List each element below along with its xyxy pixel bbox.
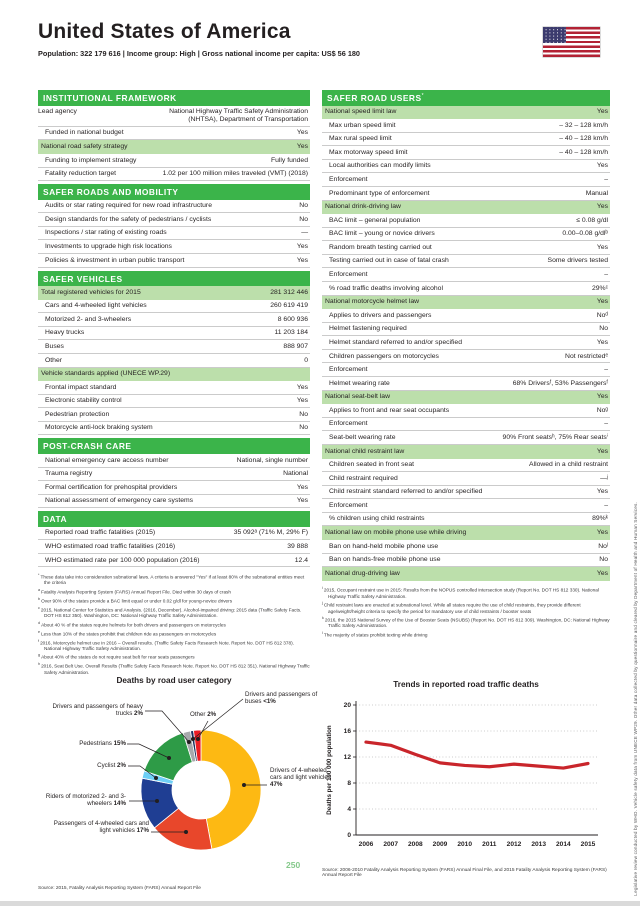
- footnote-marker: d: [38, 620, 42, 625]
- donut-label-text: Other: [190, 710, 208, 718]
- row-value: Yes: [596, 108, 608, 116]
- left-sections: [38, 90, 310, 567]
- row-value: 281 312 446: [270, 288, 308, 296]
- row-label: National speed limit law: [325, 108, 397, 116]
- row-value: Noᵍ: [596, 406, 608, 414]
- us-flag-icon: [543, 27, 600, 57]
- row-label: Buses: [45, 342, 64, 350]
- donut-label-passengers-of-4-wheeled-cars-and-light-vehicles: [52, 820, 149, 834]
- table-row: [322, 350, 610, 364]
- row-label: Funding to implement strategy: [45, 156, 137, 164]
- right-sections: [322, 90, 610, 581]
- row-label: National law on mobile phone use while driving: [325, 529, 467, 537]
- row-value: –: [604, 175, 608, 183]
- svg-text:2008: 2008: [407, 841, 423, 848]
- table-row: [322, 146, 610, 160]
- svg-text:2015: 2015: [580, 841, 596, 848]
- section-title: POST-CRASH CARE: [43, 441, 132, 452]
- row-label: Enforcement: [329, 420, 368, 428]
- row-value: ≤ 0.08 g/dl: [576, 216, 608, 224]
- table-row: [322, 472, 610, 486]
- footnote-marker: a: [38, 587, 42, 592]
- footnote-marker: j: [322, 601, 324, 606]
- footnote: $^b$ Over 90% of the states provide a BAC limit equal or under 0.02 g/dl for young-novice drivers: [38, 596, 233, 604]
- row-value: No: [299, 424, 308, 432]
- row-value: No: [299, 215, 308, 223]
- row-label: Applies to drivers and passengers: [329, 311, 432, 319]
- section-title: INSTITUTIONAL FRAMEWORK: [43, 93, 177, 103]
- row-label: Electronic stability control: [45, 397, 122, 405]
- footnote: $^h$ 2016, Seat Belt Use. Overall Results (Traffic Safety Facts Research Note. Report No. DOT HS 812 351). National Highway Traffic Safety Administration.: [38, 662, 310, 675]
- table-row: [38, 422, 310, 436]
- page-bottom-edge: [0, 901, 640, 906]
- footnote: $^e$ Less than 10% of the states prohibit that children ride as passengers on motorcycles: [38, 629, 217, 637]
- row-label: Testing carried out in case of fatal crash: [329, 257, 449, 265]
- table-row: [38, 495, 310, 509]
- donut-label-text: Cyclist: [97, 761, 118, 769]
- section-header-safer-vehicles: [38, 271, 310, 287]
- row-label: National drink-driving law: [325, 203, 401, 211]
- table-row: [38, 213, 310, 227]
- page-header: [38, 20, 530, 58]
- table-row: [322, 214, 610, 228]
- svg-text:2012: 2012: [506, 841, 522, 848]
- table-row: [38, 127, 310, 141]
- us-flag-canton: [543, 27, 566, 43]
- row-value: Yes: [296, 129, 308, 137]
- row-value: National Highway Traffic Safety Administration (NHTSA), Department of Transportation: [169, 108, 308, 123]
- row-label: Vehicle standards applied (UNECE WP.29): [41, 370, 171, 378]
- row-label: Max motorway speed limit: [329, 148, 408, 156]
- row-label: Policies & investment in urban public transport: [45, 256, 185, 264]
- line-chart-title: Trends in reported road traffic deaths: [393, 680, 539, 689]
- table-row: [38, 313, 310, 327]
- row-value: Yes: [296, 256, 308, 264]
- footnote: $^g$ About 40% of the states do not require seat belt for rear seats passengers: [38, 653, 195, 661]
- row-value: 35 092ᵃ (71% M, 29% F): [233, 529, 308, 537]
- table-row: [38, 200, 310, 214]
- row-label: Funded in national budget: [45, 129, 124, 137]
- table-row: [38, 254, 310, 268]
- donut-label-cyclist: [58, 762, 126, 769]
- footnote-marker: c: [38, 605, 41, 610]
- svg-text:Deaths per 100 000 population: Deaths per 100 000 population: [326, 725, 333, 815]
- table-row: [322, 418, 610, 432]
- row-value: 0.00–0.08 g/dlᵇ: [562, 230, 608, 238]
- svg-text:2006: 2006: [358, 841, 374, 848]
- row-label: Random breath testing carried out: [329, 243, 432, 251]
- section-post-crash-care: [38, 438, 310, 508]
- footnote: $^i$ 2015, Occupant restraint use in 2015: Results from the NOPUS controlled intersection study (Report No. DOT HS 812 330). National Highway Traffic Safety Administration.: [322, 586, 599, 599]
- row-value: 12.4: [294, 556, 308, 564]
- row-label: WHO estimated rate per 100 000 population (2016): [45, 556, 200, 564]
- row-value: 89%ᵏ: [592, 515, 608, 523]
- row-label: Trauma registry: [45, 470, 93, 478]
- table-row: [38, 368, 310, 382]
- row-label: National drug-driving law: [325, 569, 400, 577]
- table-row: [322, 268, 610, 282]
- section-header-safer-roads-and-mobility: [38, 184, 310, 200]
- row-value: Yes: [296, 397, 308, 405]
- table-row: [322, 336, 610, 350]
- row-label: Formal certification for prehospital providers: [45, 483, 178, 491]
- section-header-institutional-framework: [38, 90, 310, 106]
- row-value: Not restrictedᵉ: [565, 352, 608, 360]
- table-row: [38, 300, 310, 314]
- row-label: Max rural speed limit: [329, 135, 392, 143]
- table-row: [322, 377, 610, 391]
- row-label: National emergency care access number: [45, 456, 169, 464]
- table-row: [322, 201, 610, 215]
- row-label: Max urban speed limit: [329, 121, 396, 129]
- row-label: BAC limit – young or novice drivers: [329, 230, 435, 238]
- trends-chart-block: [322, 680, 610, 878]
- footnote: * These data take into consideration subnational laws. A criteria is answered "Yes" if at least 80% of the subnational entities meet the criteria: [38, 572, 305, 586]
- row-label: % children using child restraints: [329, 515, 425, 523]
- row-label: Ban on hand-held mobile phone use: [329, 542, 439, 550]
- row-label: BAC limit – general population: [329, 216, 421, 224]
- footnote: $^l$ The majority of states prohibit texting while driving: [322, 630, 428, 638]
- row-label: National motorcycle helmet law: [325, 298, 420, 306]
- row-value: – 32 – 128 km/h: [559, 121, 608, 129]
- row-label: Child restraint required: [329, 474, 398, 482]
- section-header-post-crash-care: [38, 438, 310, 454]
- table-row: [322, 445, 610, 459]
- row-label: Local authorities can modify limits: [329, 162, 431, 170]
- table-row: [322, 391, 610, 405]
- row-value: Yes: [596, 162, 608, 170]
- table-row: [322, 173, 610, 187]
- row-label: Pedestrian protection: [45, 410, 110, 418]
- row-value: Yes: [596, 298, 608, 306]
- donut-label-riders-of-motorized-2-and-3-wheelers: [38, 793, 126, 807]
- section-title: SAFER VEHICLES: [43, 273, 123, 284]
- row-label: Enforcement: [329, 175, 368, 183]
- row-label: Lead agency: [38, 108, 77, 116]
- section-title: SAFER ROAD USERS: [327, 93, 422, 103]
- section-title-footnote-marker: *: [421, 93, 425, 100]
- table-row: [38, 240, 310, 254]
- row-label: Helmet fastening required: [329, 325, 407, 333]
- table-row: [38, 481, 310, 495]
- right-footnotes: [322, 585, 610, 639]
- donut-label-drivers-and-passengers-of-buses: [245, 691, 329, 705]
- donut-chart-title: Deaths by road user category: [116, 675, 232, 685]
- table-row: [322, 363, 610, 377]
- row-label: Helmet standard referred to and/or specified: [329, 338, 462, 346]
- row-value: Yes: [596, 338, 608, 346]
- table-row: [38, 340, 310, 354]
- row-value: No: [299, 202, 308, 210]
- row-label: Enforcement: [329, 366, 368, 374]
- row-value: Yes: [596, 529, 608, 537]
- footnote-marker: h: [38, 662, 42, 667]
- footnote-marker: f: [38, 638, 41, 643]
- table-row: [322, 404, 610, 418]
- row-label: Child restraint standard referred to and/or specified: [329, 488, 483, 496]
- footnote: $^c$ 2015, National Center for Statistics and Analysis. (2016, December). Alcohol-impaired driving: 2015 data (Traffic Safety Facts. DOT HS 812 350). Washington, DC: National Highway Traffic Safety Administration.: [38, 605, 302, 619]
- row-label: Total registered vehicles for 2015: [41, 288, 141, 296]
- row-label: Children passengers on motorcycles: [329, 352, 439, 360]
- country-title: United States of America: [38, 20, 291, 43]
- donut-label-text: Passengers of 4-wheeled cars and light vehicles: [53, 819, 149, 834]
- footnote: $^d$ About 40 % of the states require helmets for both drivers and passengers on motorcycles: [38, 620, 226, 628]
- section-header-safer-road-users: [322, 90, 610, 106]
- table-row: [322, 187, 610, 201]
- row-label: National child restraint law: [325, 447, 405, 455]
- donut-label-text: Drivers of 4-wheeled cars and light vehicles: [270, 766, 331, 781]
- row-label: Ban on hands-free mobile phone use: [329, 556, 441, 564]
- table-row: [38, 227, 310, 241]
- row-label: Heavy trucks: [45, 329, 85, 337]
- row-label: National road safety strategy: [41, 143, 128, 151]
- donut-source: Source: 2015, Fatality Analysis Reporting System (FARS) Annual Report File: [38, 885, 201, 891]
- row-label: Reported road traffic fatalities (2015): [45, 529, 156, 537]
- donut-label-pct: 2%: [207, 710, 217, 718]
- table-row: [322, 431, 610, 445]
- donut-label-text: Drivers and passengers of heavy trucks: [52, 702, 143, 717]
- donut-label-pct: <1%: [263, 697, 276, 705]
- row-label: National seat-belt law: [325, 393, 390, 401]
- svg-text:12: 12: [343, 754, 351, 762]
- footnote-marker: g: [38, 653, 42, 658]
- table-row: [322, 241, 610, 255]
- row-label: Seat-belt wearing rate: [329, 433, 396, 441]
- row-value: Yes: [296, 383, 308, 391]
- section-title: DATA: [43, 514, 68, 525]
- row-value: 90% Front seatsʰ, 75% Rear seatsⁱ: [502, 433, 608, 441]
- row-label: Design standards for the safety of pedestrians / cyclists: [45, 215, 212, 223]
- donut-label-text: Pedestrians: [79, 739, 114, 747]
- row-value: National: [283, 470, 308, 478]
- table-row: [322, 255, 610, 269]
- row-value: –: [604, 271, 608, 279]
- section-institutional-framework: [38, 90, 310, 181]
- row-label: Enforcement: [329, 501, 368, 509]
- row-value: –: [604, 501, 608, 509]
- footnote: $^f$ 2016, Motorcycle helmet use in 2016 – Overall results. (Traffic Safety Facts Research Note. Report No. DOT HS 812 378). National Highway Traffic Safety Administration.: [38, 638, 294, 652]
- row-label: Audits or star rating required for new road infrastructure: [45, 202, 212, 210]
- country-subtitle: Population: 322 179 616 | Income group: High | Gross national income per capita: US$ 56 180: [38, 49, 360, 58]
- row-value: Fully funded: [270, 156, 308, 164]
- row-label: Other: [45, 356, 62, 364]
- row-value: Manual: [585, 189, 608, 197]
- row-value: Noˡ: [598, 542, 608, 550]
- table-row: [38, 381, 310, 395]
- table-row: [322, 309, 610, 323]
- row-value: Yes: [596, 569, 608, 577]
- row-label: Fatality reduction target: [45, 170, 117, 178]
- table-row: [38, 554, 310, 568]
- footnote-marker: *: [38, 572, 41, 577]
- row-value: No: [599, 556, 608, 564]
- footnote-marker: b: [38, 596, 42, 601]
- table-row: [38, 106, 310, 127]
- table-row: [322, 486, 610, 500]
- table-row: [38, 327, 310, 341]
- row-value: Yes: [596, 243, 608, 251]
- row-value: Some drivers tested: [547, 257, 608, 265]
- row-value: – 40 – 128 km/h: [559, 148, 608, 156]
- row-value: 29%ᶜ: [591, 284, 608, 292]
- table-row: [38, 527, 310, 541]
- svg-text:2011: 2011: [482, 841, 497, 848]
- svg-text:2007: 2007: [383, 841, 399, 848]
- table-row: [322, 323, 610, 337]
- table-row: [322, 228, 610, 242]
- table-row: [38, 395, 310, 409]
- table-row: [38, 454, 310, 468]
- donut-label-pct: 2%: [134, 709, 143, 717]
- svg-text:2009: 2009: [432, 841, 448, 848]
- row-value: 888 907: [283, 342, 308, 350]
- table-row: [38, 408, 310, 422]
- footnote-marker: k: [322, 615, 325, 620]
- table-row: [38, 540, 310, 554]
- table-row: [322, 567, 610, 581]
- row-value: 11 203 184: [274, 329, 308, 337]
- donut-label-pct: 17%: [136, 826, 149, 834]
- section-data: [38, 511, 310, 567]
- row-label: Cars and 4-wheeled light vehicles: [45, 302, 147, 310]
- table-row: [322, 554, 610, 568]
- donut-label-text: Riders of motorized 2- and 3-wheelers: [45, 792, 126, 807]
- table-row: [38, 354, 310, 368]
- row-value: National, single number: [236, 456, 308, 464]
- row-value: No: [599, 325, 608, 333]
- row-value: —ʲ: [600, 474, 608, 482]
- table-row: [322, 296, 610, 310]
- donut-label-pct: 14%: [113, 799, 126, 807]
- svg-text:0: 0: [347, 832, 351, 840]
- donut-label-pct: 47%: [270, 780, 283, 788]
- table-row: [322, 160, 610, 174]
- left-footnotes: [38, 571, 310, 675]
- donut-label-other: [190, 711, 242, 718]
- right-column: [322, 90, 610, 878]
- section-title: SAFER ROADS AND MOBILITY: [43, 187, 179, 198]
- footnote-marker: e: [38, 629, 42, 634]
- table-row: [322, 526, 610, 540]
- line-chart: [322, 693, 610, 865]
- footnote: $^k$ 2016, the 2015 National Survey of the Use of Booster Seats (NSUBS) (Report No. DOT HS 812 309). Washington, DC: National Highway Traffic Safety Administration.: [322, 615, 610, 629]
- row-label: Children seated in front seat: [329, 461, 415, 469]
- row-label: Inspections / star rating of existing roads: [45, 229, 167, 237]
- row-label: % road traffic deaths involving alcohol: [329, 284, 443, 292]
- table-row: [322, 540, 610, 554]
- row-label: Motorcycle anti-lock braking system: [45, 424, 153, 432]
- footnote-marker: l: [322, 630, 324, 635]
- section-safer-road-users: [322, 90, 610, 581]
- svg-text:2014: 2014: [555, 841, 571, 848]
- row-label: Enforcement: [329, 271, 368, 279]
- footnote: $^j$ Child restraint laws are enacted at subnational level. While all states require the use of child restraints, they provide different age/weight/height criteria to specify the period for mandatory use of child restraints / booster seats: [322, 601, 581, 614]
- row-value: Yes: [596, 447, 608, 455]
- side-note-vertical-text: Legislative review conducted by WHO. Vehicle safety data from UNECE WP29. Other data collected by questionnaire and cleared by Department of Health and Human Services.: [633, 502, 638, 896]
- table-row: [322, 459, 610, 473]
- table-row: [322, 106, 610, 120]
- donut-label-pedestrians: [54, 740, 126, 747]
- table-row: [322, 282, 610, 296]
- table-row: [322, 499, 610, 513]
- row-label: Motorized 2- and 3-wheelers: [45, 315, 132, 323]
- row-value: 260 619 419: [270, 302, 308, 310]
- row-label: National assessment of emergency care systems: [45, 497, 194, 505]
- table-row: [322, 133, 610, 147]
- row-value: Yes: [596, 203, 608, 211]
- row-value: Allowed in a child restraint: [529, 461, 608, 469]
- row-value: Yes: [296, 497, 308, 505]
- row-value: –: [604, 420, 608, 428]
- row-value: Noᵈ: [596, 311, 608, 319]
- footnote: $^a$ Fatality Analysis Reporting System (FARS) Annual Report File. Died within 30 days of crash: [38, 587, 232, 595]
- row-value: Yes: [296, 243, 308, 251]
- row-label: Applies to front and rear seat occupants: [329, 406, 450, 414]
- table-row: [38, 154, 310, 168]
- svg-text:20: 20: [343, 702, 351, 710]
- donut-label-pct: 2%: [117, 761, 126, 769]
- footnote-marker: i: [322, 586, 324, 591]
- table-row: [38, 168, 310, 182]
- table-row: [38, 140, 310, 154]
- row-value: No: [299, 410, 308, 418]
- row-value: 39 888: [287, 542, 308, 550]
- table-row: [38, 286, 310, 300]
- row-value: Yes: [296, 483, 308, 491]
- donut-label-pct: 15%: [113, 739, 126, 747]
- row-label: WHO estimated road traffic fatalities (2016): [45, 542, 176, 550]
- table-row: [322, 513, 610, 527]
- page-number: 250: [286, 860, 301, 870]
- row-value: 0: [304, 356, 308, 364]
- row-value: 8 600 936: [277, 315, 308, 323]
- svg-text:2013: 2013: [531, 841, 547, 848]
- row-label: Predominant type of enforcement: [329, 189, 430, 197]
- table-row: [322, 119, 610, 133]
- row-value: 68% Driversᶠ, 53% Passengersᶠ: [512, 379, 608, 387]
- row-value: –: [604, 366, 608, 374]
- section-header-data: [38, 511, 310, 527]
- row-value: Yes: [596, 488, 608, 496]
- row-value: – 40 – 128 km/h: [559, 135, 608, 143]
- row-label: Investments to upgrade high risk locations: [45, 243, 172, 251]
- donut-label-drivers-and-passengers-of-heavy-trucks: [46, 703, 143, 717]
- row-value: Yes: [596, 393, 608, 401]
- row-value: Yes: [296, 143, 308, 151]
- row-label: Frontal impact standard: [45, 383, 117, 391]
- section-safer-roads-and-mobility: [38, 184, 310, 267]
- table-row: [38, 468, 310, 482]
- svg-text:4: 4: [347, 806, 351, 814]
- section-safer-vehicles: [38, 271, 310, 436]
- line-source: Source: 2006-2010 Fatality Analysis Reporting System (FARS) Annual Final File, and 2015 Fatality Analysis Reporting System (FARS) Annual Report File: [322, 868, 607, 878]
- svg-text:8: 8: [347, 780, 351, 788]
- donut-label-text: Drivers and passengers of buses: [245, 690, 318, 705]
- svg-text:2010: 2010: [457, 841, 473, 848]
- row-value: —: [301, 229, 308, 237]
- row-value: 1.02 per 100 million miles traveled (VMT) (2018): [162, 170, 308, 178]
- row-label: Helmet wearing rate: [329, 379, 390, 387]
- svg-text:16: 16: [343, 728, 351, 736]
